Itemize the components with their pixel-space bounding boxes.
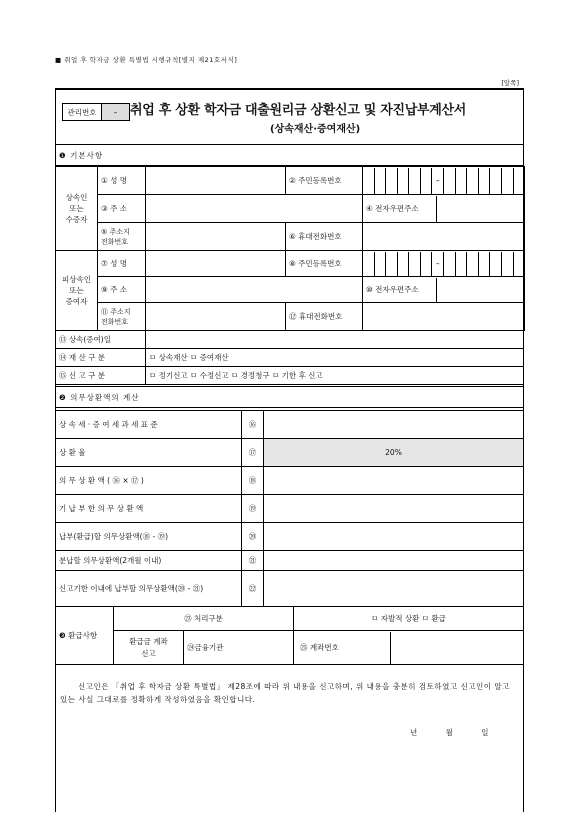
heir-group-label: 상속인 또는 수증자 — [56, 167, 98, 251]
management-number-box — [62, 103, 130, 121]
date-year: 년 — [410, 728, 418, 737]
calc-value-rate: 20% — [264, 439, 524, 467]
form-title: 취업 후 상환 학자금 대출원리금 상환신고 및 자진납부계산서 — [130, 103, 467, 118]
decedent-rrn-field[interactable]: – — [363, 251, 525, 277]
management-number-field[interactable]: – — [102, 104, 129, 120]
date-day: 일 — [481, 728, 489, 737]
decedent-address-field[interactable] — [146, 277, 363, 303]
declaration-text: 신고인은 「취업 후 학자금 상환 특별법」 제28조에 따라 위 내용을 신고하며, 위 내용을 충분히 검토하였고 신고인이 알고 있는 사실 그대로를 정확하게 작성하였음을 확인합니다. — [60, 682, 510, 704]
calc-value-payable[interactable] — [264, 523, 524, 551]
decedent-group-label: 피상속인 또는 증여자 — [56, 251, 98, 331]
form-subtitle: (상속재산·증여재산) — [270, 124, 361, 135]
calc-label-mandatory: 의 무 상 환 액 ( ⑯ × ⑰ ) — [56, 467, 242, 495]
calc-label-installment: 분납할 의무상환액(2개월 이내) — [56, 551, 242, 571]
date-line — [410, 727, 489, 738]
decedent-mobile-field[interactable] — [363, 303, 525, 331]
decedent-name-label: ⑦ 성 명 — [98, 251, 146, 277]
heir-name-field[interactable] — [146, 167, 286, 195]
refund-account-label: 환급금 계좌 신고 — [114, 631, 184, 665]
decedent-phone-field[interactable] — [146, 303, 286, 331]
heir-email-label: ④ 전자우편주소 — [363, 196, 437, 222]
calc-value-installment[interactable] — [264, 551, 524, 571]
property-type-label: ⑭ 재 산 구 분 — [56, 349, 146, 367]
calc-num-18: ⑱ — [242, 467, 264, 495]
calc-num-16: ⑯ — [242, 411, 264, 439]
decedent-address-label: ⑨ 주 소 — [98, 277, 146, 303]
refund-account-no-label: ㉕ 계좌번호 — [294, 632, 391, 664]
calc-num-21: ㉑ — [242, 551, 264, 571]
calc-table — [55, 410, 524, 607]
management-number-label: 관리번호 — [63, 104, 102, 120]
calc-value-due[interactable] — [264, 571, 524, 607]
calc-label-tax-base: 상 속 세 · 증 여 세 과 세 표 준 — [56, 411, 242, 439]
calc-num-22: ㉒ — [242, 571, 264, 607]
heir-rrn-field[interactable]: – — [363, 167, 525, 195]
property-type-options[interactable]: ㅁ 상속재산 ㅁ 증여재산 — [146, 349, 524, 367]
decedent-table — [55, 250, 525, 331]
decedent-mobile-label: ⑫ 휴대전화번호 — [286, 303, 363, 331]
calc-num-17: ⑰ — [242, 439, 264, 467]
section-calc: ❷ 의무상환액의 계산 — [56, 387, 524, 408]
heir-table — [55, 166, 525, 251]
heir-rrn-label: ② 주민등록번호 — [286, 167, 363, 195]
calc-value-mandatory[interactable] — [264, 467, 524, 495]
decedent-email-field[interactable] — [437, 278, 524, 302]
heir-mobile-label: ⑥ 휴대전화번호 — [286, 223, 363, 251]
report-type-options[interactable]: ㅁ 정기신고 ㅁ 수정신고 ㅁ 경정청구 ㅁ 기한 후 신고 — [146, 367, 524, 385]
refund-process-label: ㉓ 처리구분 — [114, 607, 294, 631]
date-month: 월 — [445, 728, 453, 737]
refund-bank-label: ㉔금융기관 — [184, 631, 294, 665]
form-header-note: ■ 취업 후 학자금 상환 특별법 시행규칙[별지 제21호서식] — [55, 56, 238, 64]
refund-account-no-field[interactable] — [391, 632, 523, 664]
heir-phone-label: ⑤ 주소지 전화번호 — [98, 223, 146, 251]
decedent-rrn-label: ⑧ 주민등록번호 — [286, 251, 363, 277]
section-basic-info: ❶ 기본사항 — [56, 145, 524, 166]
refund-table — [55, 606, 524, 665]
heir-mobile-field[interactable] — [363, 223, 525, 251]
page-side-label: [앞쪽] — [501, 79, 519, 87]
heir-name-label: ① 성 명 — [98, 167, 146, 195]
calc-value-tax-base[interactable] — [264, 411, 524, 439]
inherit-date-label: ⑬ 상속(증여)일 — [56, 331, 146, 349]
calc-label-payable: 납부(환급)할 의무상환액(⑱ - ⑲) — [56, 523, 242, 551]
calc-num-20: ⑳ — [242, 523, 264, 551]
section-refund: ❸ 환급사항 — [56, 607, 114, 665]
decedent-name-field[interactable] — [146, 251, 286, 277]
heir-address-label: ③ 주 소 — [98, 195, 146, 223]
calc-value-prepaid[interactable] — [264, 495, 524, 523]
heir-email-field[interactable] — [437, 196, 524, 222]
refund-process-options[interactable]: ㅁ 자발적 상환 ㅁ 환급 — [294, 607, 524, 631]
calc-label-prepaid: 기 납 부 한 의 무 상 환 액 — [56, 495, 242, 523]
heir-phone-field[interactable] — [146, 223, 286, 251]
calc-label-rate: 상 환 율 — [56, 439, 242, 467]
decedent-phone-label: ⑪ 주소지 전화번호 — [98, 303, 146, 331]
calc-label-due: 신고기한 이내에 납부할 의무상환액(⑳ - ㉑) — [56, 571, 242, 607]
report-type-label: ⑮ 신 고 구 분 — [56, 367, 146, 385]
calc-num-19: ⑲ — [242, 495, 264, 523]
decedent-email-label: ⑩ 전자우편주소 — [363, 278, 437, 302]
heir-address-field[interactable] — [146, 195, 363, 223]
inherit-date-field[interactable] — [146, 331, 524, 349]
